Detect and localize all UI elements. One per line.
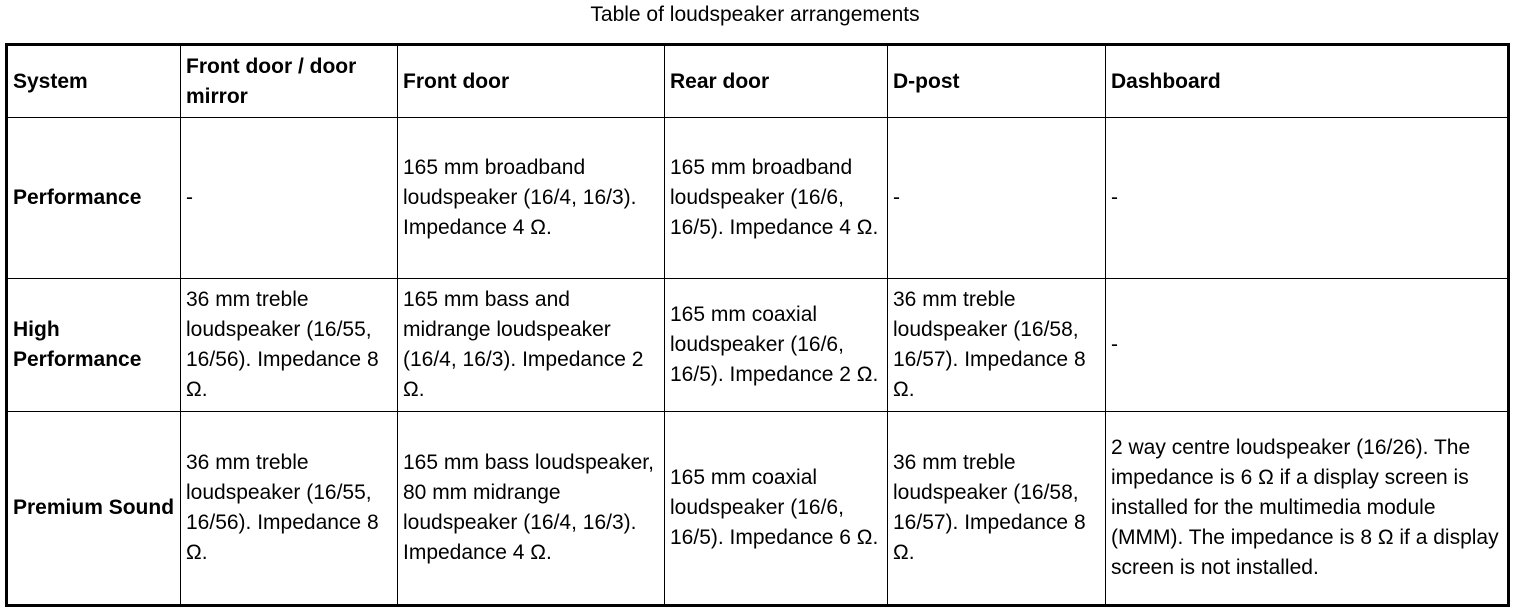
header-front-door: Front door [398, 45, 665, 118]
cell-front-door-mirror: 36 mm treble loudspeaker (16/55, 16/56). Impedance 8 Ω. [181, 412, 398, 606]
cell-front-door-mirror: - [181, 118, 398, 279]
header-dashboard: Dashboard [1106, 45, 1509, 118]
header-rear-door: Rear door [665, 45, 888, 118]
cell-dashboard: 2 way centre loudspeaker (16/26). The impedance is 6 Ω if a display screen is installed for the multimedia module (MMM). The impedance is 8 Ω if a display screen is not installed. [1106, 412, 1509, 606]
row-system-performance: Performance [7, 118, 181, 279]
header-front-door-mirror: Front door / door mirror [181, 45, 398, 118]
cell-front-door-mirror: 36 mm treble loudspeaker (16/55, 16/56). Impedance 8 Ω. [181, 279, 398, 412]
table-row [7, 412, 1509, 606]
row-system-high-performance: High Performance [7, 279, 181, 412]
cell-d-post: - [888, 118, 1106, 279]
cell-front-door: 165 mm bass and midrange loudspeaker (16/4, 16/3). Impedance 2 Ω. [398, 279, 665, 412]
table-row [7, 279, 1509, 412]
row-system-premium-sound: Premium Sound [7, 412, 181, 606]
table-row [7, 118, 1509, 279]
cell-rear-door: 165 mm broadband loudspeaker (16/6, 16/5). Impedance 4 Ω. [665, 118, 888, 279]
cell-d-post: 36 mm treble loudspeaker (16/58, 16/57). Impedance 8 Ω. [888, 412, 1106, 606]
cell-front-door: 165 mm bass loudspeaker, 80 mm midrange loudspeaker (16/4, 16/3). Impedance 4 Ω. [398, 412, 665, 606]
loudspeaker-table [5, 43, 1510, 607]
cell-rear-door: 165 mm coaxial loudspeaker (16/6, 16/5). Impedance 2 Ω. [665, 279, 888, 412]
cell-front-door: 165 mm broadband loudspeaker (16/4, 16/3). Impedance 4 Ω. [398, 118, 665, 279]
table-caption: Table of loudspeaker arrangements [590, 3, 920, 26]
header-system: System [7, 45, 181, 118]
header-d-post: D-post [888, 45, 1106, 118]
cell-d-post: 36 mm treble loudspeaker (16/58, 16/57). Impedance 8 Ω. [888, 279, 1106, 412]
cell-rear-door: 165 mm coaxial loudspeaker (16/6, 16/5). Impedance 6 Ω. [665, 412, 888, 606]
cell-dashboard: - [1106, 279, 1509, 412]
cell-dashboard: - [1106, 118, 1509, 279]
table-header-row [7, 45, 1509, 118]
